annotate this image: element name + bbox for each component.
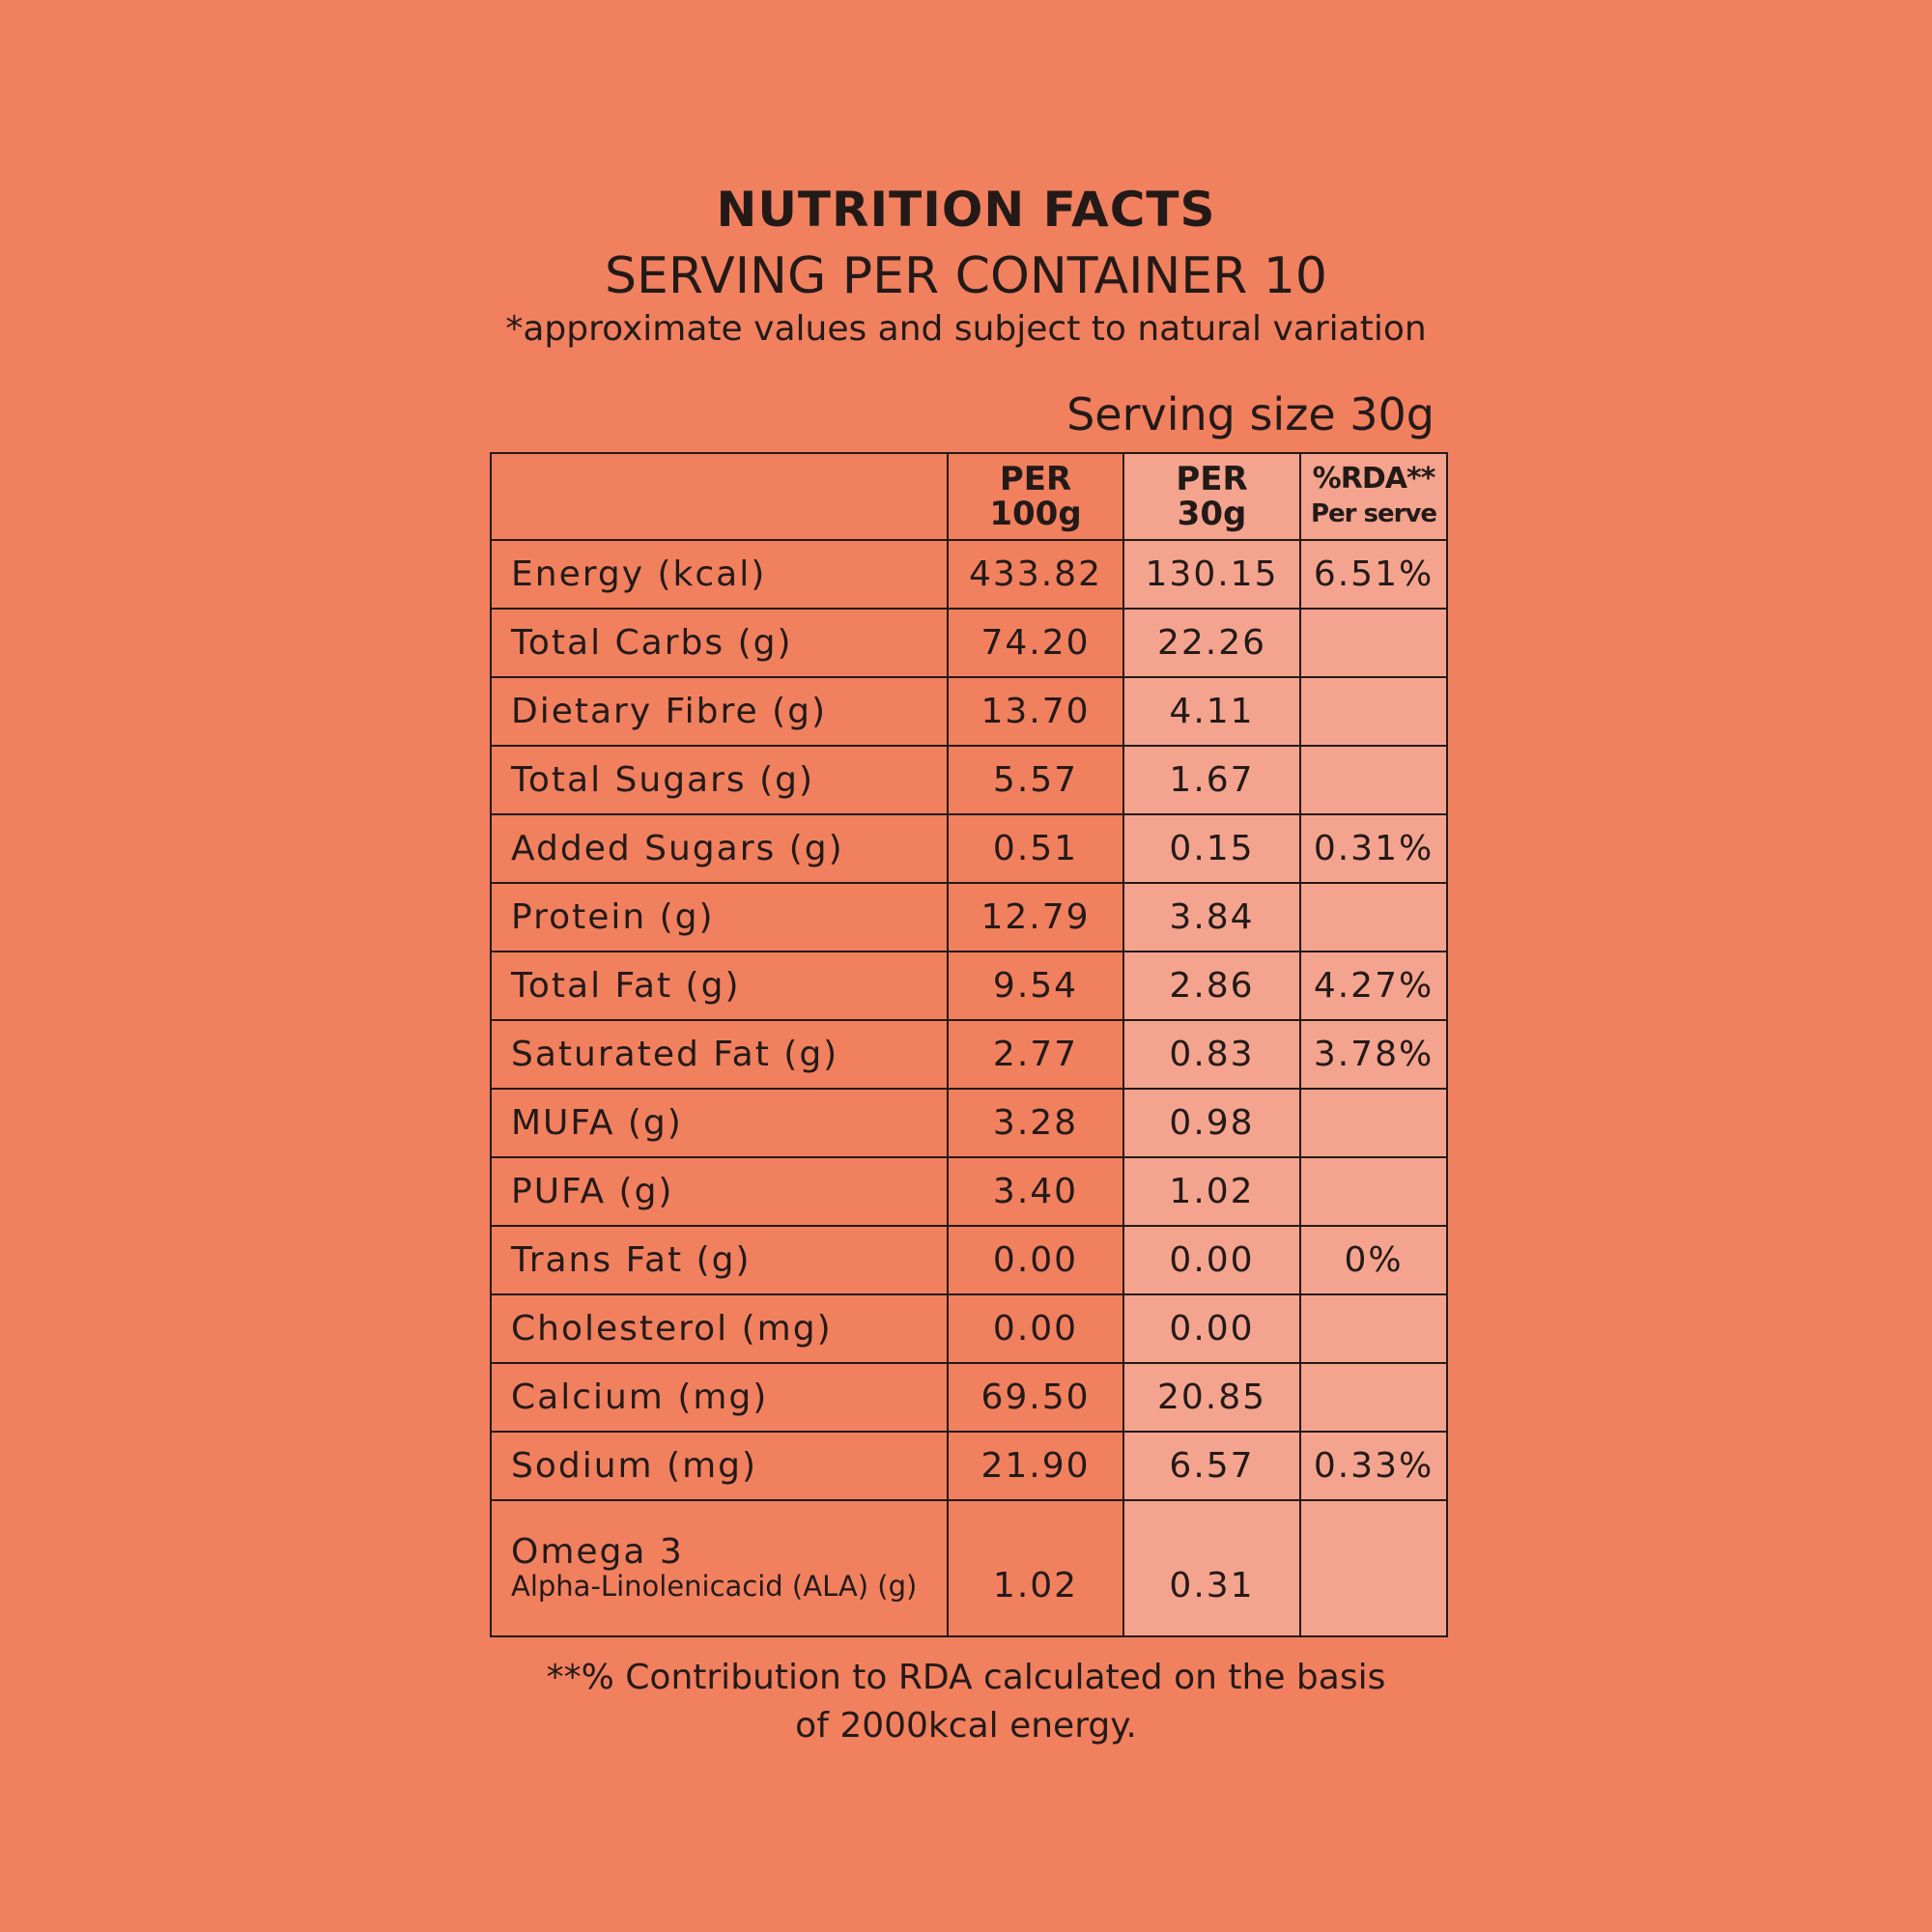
header-rda-line1: %RDA**	[1312, 462, 1435, 496]
table-row	[491, 746, 1447, 814]
value-per-100g: 9.54	[948, 952, 1123, 1020]
value-per-30g: 0.98	[1123, 1089, 1300, 1157]
table-row	[491, 1432, 1447, 1500]
table-row	[491, 1020, 1447, 1089]
header-per-100g	[948, 453, 1123, 540]
nutrient-name: Trans Fat (g)	[491, 1226, 948, 1294]
serving-size: Serving size 30g	[1066, 388, 1435, 440]
servings-per-container: SERVING PER CONTAINER 10	[604, 247, 1327, 305]
header-per-30g-line2: 30g	[1177, 495, 1247, 533]
value-per-100g: 433.82	[948, 540, 1123, 609]
nutrient-name-main: Omega 3	[511, 1531, 684, 1572]
nutrient-name: Energy (kcal)	[491, 540, 948, 609]
value-per-100g: 0.00	[948, 1294, 1123, 1363]
value-per-100g: 2.77	[948, 1020, 1123, 1089]
header-per-30g	[1123, 453, 1300, 540]
header-nutrient	[491, 453, 948, 540]
value-per-100g: 0.00	[948, 1226, 1123, 1294]
table-header-row	[491, 453, 1447, 540]
table-row	[491, 609, 1447, 677]
nutrient-name: Total Fat (g)	[491, 952, 948, 1020]
table-row	[491, 883, 1447, 952]
value-rda	[1300, 1157, 1447, 1226]
value-per-100g: 12.79	[948, 883, 1123, 952]
nutrient-name: Saturated Fat (g)	[491, 1020, 948, 1089]
table-row	[491, 1363, 1447, 1432]
value-rda	[1300, 883, 1447, 952]
table-row	[491, 677, 1447, 746]
nutrient-name: Calcium (mg)	[491, 1363, 948, 1432]
rda-footnote	[0, 1654, 1932, 1750]
nutrient-name: PUFA (g)	[491, 1157, 948, 1226]
value-rda: 6.51%	[1300, 540, 1447, 609]
table-row	[491, 1500, 1447, 1636]
value-per-30g: 3.84	[1123, 883, 1300, 952]
value-per-30g: 2.86	[1123, 952, 1300, 1020]
value-per-100g: 74.20	[948, 609, 1123, 677]
nutrition-table	[490, 452, 1448, 1637]
value-per-100g: 5.57	[948, 746, 1123, 814]
value-per-30g: 0.83	[1123, 1020, 1300, 1089]
nutrient-name: Total Sugars (g)	[491, 746, 948, 814]
footnote-line1: **% Contribution to RDA calculated on the basis	[546, 1658, 1386, 1697]
table-row	[491, 540, 1447, 609]
nutrient-name: Protein (g)	[491, 883, 948, 952]
value-rda	[1300, 609, 1447, 677]
value-per-30g: 20.85	[1123, 1363, 1300, 1432]
value-per-30g: 4.11	[1123, 677, 1300, 746]
value-rda	[1300, 677, 1447, 746]
value-per-100g: 69.50	[948, 1363, 1123, 1432]
value-per-100g: 3.40	[948, 1157, 1123, 1226]
value-per-30g: 1.02	[1123, 1157, 1300, 1226]
page-title: NUTRITION FACTS	[716, 182, 1216, 238]
nutrient-name: Total Carbs (g)	[491, 609, 948, 677]
nutrient-name: Sodium (mg)	[491, 1432, 948, 1500]
value-rda	[1300, 1363, 1447, 1432]
value-rda: 0%	[1300, 1226, 1447, 1294]
value-per-30g: 6.57	[1123, 1432, 1300, 1500]
nutrient-name-sub: Alpha-Linolenicacid (ALA) (g)	[511, 1569, 918, 1603]
value-rda	[1300, 746, 1447, 814]
approximation-note: *approximate values and subject to natural variation	[505, 309, 1427, 349]
table-row	[491, 952, 1447, 1020]
value-rda: 3.78%	[1300, 1020, 1447, 1089]
value-per-30g: 0.00	[1123, 1294, 1300, 1363]
nutrient-name: MUFA (g)	[491, 1089, 948, 1157]
nutrient-name: Cholesterol (mg)	[491, 1294, 948, 1363]
value-rda	[1300, 1500, 1447, 1636]
value-per-100g: 13.70	[948, 677, 1123, 746]
value-per-100g: 1.02	[948, 1500, 1123, 1636]
table-row	[491, 1089, 1447, 1157]
value-per-30g: 130.15	[1123, 540, 1300, 609]
nutrient-name: Dietary Fibre (g)	[491, 677, 948, 746]
nutrient-name: Added Sugars (g)	[491, 814, 948, 883]
header-rda	[1300, 453, 1447, 540]
header-per-30g-line1: PER	[1176, 460, 1248, 498]
value-per-100g: 3.28	[948, 1089, 1123, 1157]
table-row	[491, 1157, 1447, 1226]
header-per-100g-line2: 100g	[989, 495, 1082, 533]
value-per-30g: 0.31	[1123, 1500, 1300, 1636]
value-per-30g: 1.67	[1123, 746, 1300, 814]
header-rda-line2: Per serve	[1310, 499, 1437, 528]
footnote-line2: of 2000kcal energy.	[795, 1706, 1137, 1746]
table-row	[491, 1226, 1447, 1294]
nutrient-name	[491, 1500, 948, 1636]
value-per-30g: 0.00	[1123, 1226, 1300, 1294]
value-rda: 4.27%	[1300, 952, 1447, 1020]
value-per-30g: 0.15	[1123, 814, 1300, 883]
value-per-100g: 0.51	[948, 814, 1123, 883]
value-rda	[1300, 1294, 1447, 1363]
value-rda	[1300, 1089, 1447, 1157]
value-per-100g: 21.90	[948, 1432, 1123, 1500]
value-rda: 0.33%	[1300, 1432, 1447, 1500]
header-per-100g-line1: PER	[999, 460, 1072, 498]
table-row	[491, 814, 1447, 883]
table-row	[491, 1294, 1447, 1363]
value-rda: 0.31%	[1300, 814, 1447, 883]
value-per-30g: 22.26	[1123, 609, 1300, 677]
